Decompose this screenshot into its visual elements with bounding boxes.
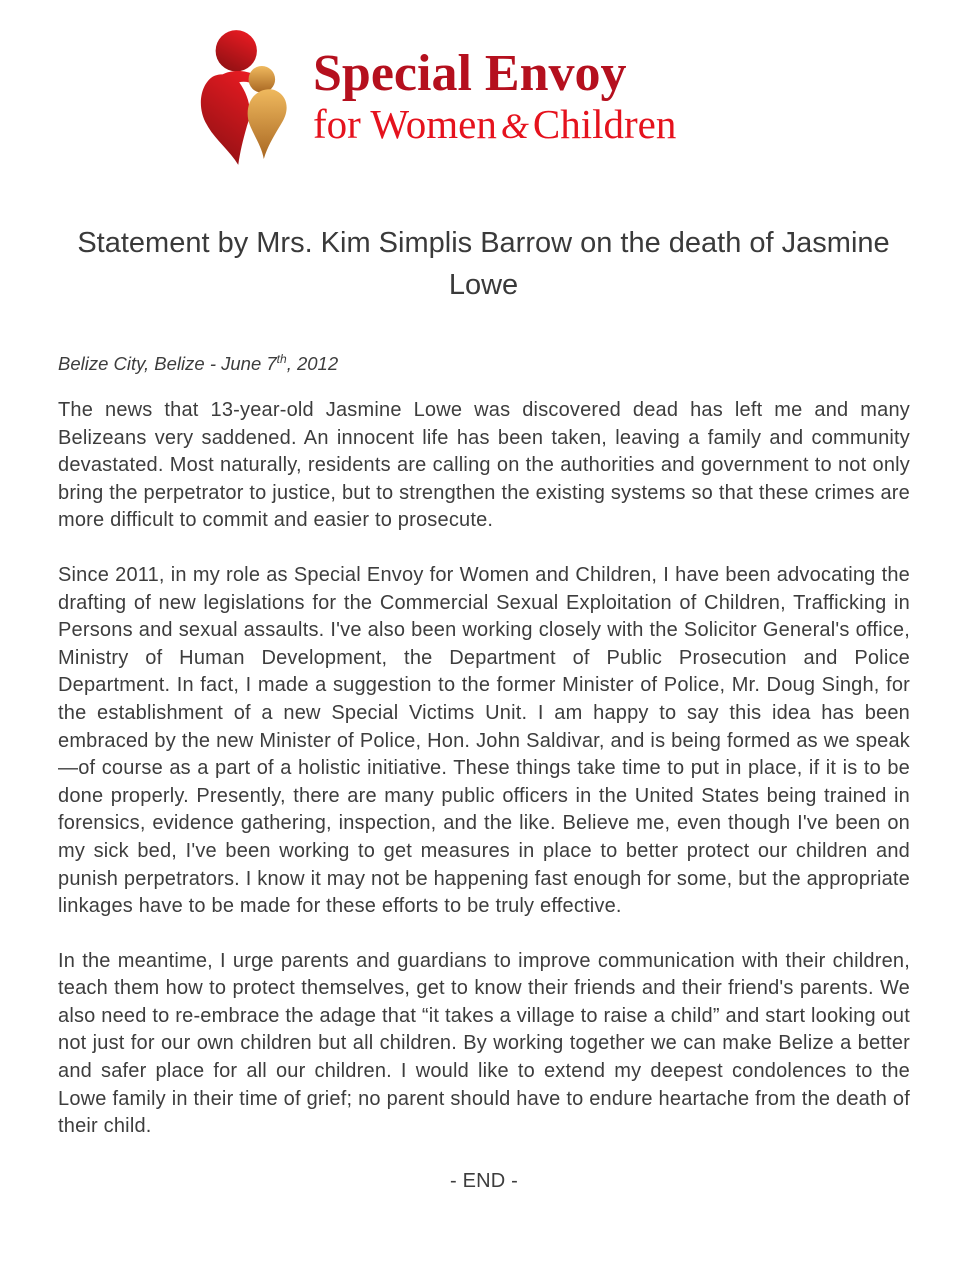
logo-subtitle-suffix: Children [532, 101, 677, 147]
logo [193, 22, 676, 174]
paragraph-1: The news that 13-year-old Jasmine Lowe was discovered dead has left me and many Belizeans very saddened. An innocent life has been taken, leaving a family and community devastated. Most naturally, residents are calling on the authorities and government to not only bring the perpetrator to justice, but to strengthen the existing systems so that these crimes are more difficult to commit and easier to prosecute. [58, 399, 910, 532]
parent-child-heart-icon [193, 22, 311, 174]
paragraph-3: In the meantime, I urge parents and guardians to improve communication with their children, teach them how to protect themselves, get to know their friends and their friend's parents. We also need to re-embrace the adage that “it takes a village to raise a child” and start looking out not just for our own children but all children. By working together we can make Belize a better and safer place for all our children. I would like to extend my deepest condolences to the Lowe family in their time of grief; no parent should have to endure heartache from the death of their child. [58, 949, 910, 1138]
statement-body [58, 397, 910, 1222]
dateline-suffix: , 2012 [286, 353, 339, 375]
page-title [0, 222, 967, 306]
dateline-prefix: Belize City, Belize - June 7 [58, 353, 277, 375]
logo-text [313, 45, 677, 147]
end-marker: - END - [449, 1169, 519, 1192]
logo-ampersand: & [500, 106, 529, 146]
logo-subtitle [313, 101, 677, 147]
paragraph-2: Since 2011, in my role as Special Envoy for Women and Children, I have been advocating the drafting of new legislations for the Commercial Sexual Exploitation of Children, Trafficking in Persons and sexual assaults. I've also been working closely with the Solicitor General's office, Ministry of Human Development, the Department of Public Prosecution and Police Department. In fact, I made a suggestion to the former Minister of Police, Mr. Doug Singh, for the establishment of a new Special Victims Unit. I am happy to say this idea has been embraced by the new Minister of Police, Hon. John Saldivar, and is being formed as we speak—of course as a part of a holistic initiative. These things take time to put in place, if it is to be done properly. Presently, there are many public officers in the United States being trained in forensics, evidence gathering, inspection, and the like. Believe me, even though I've been on my sick bed, I've been working to get measures in place to better protect our children and punish perpetrators. I know it may not be happening fast enough for some, but the appropriate linkages have to be made for these efforts to be truly effective. [58, 563, 910, 918]
dateline [58, 352, 338, 375]
dateline-superscript: th [276, 352, 287, 366]
logo-subtitle-prefix: for Women [313, 101, 497, 147]
page-title-text: Statement by Mrs. Kim Simplis Barrow on the death of Jasmine Lowe [77, 227, 890, 302]
logo-title: Special Envoy [313, 45, 627, 102]
